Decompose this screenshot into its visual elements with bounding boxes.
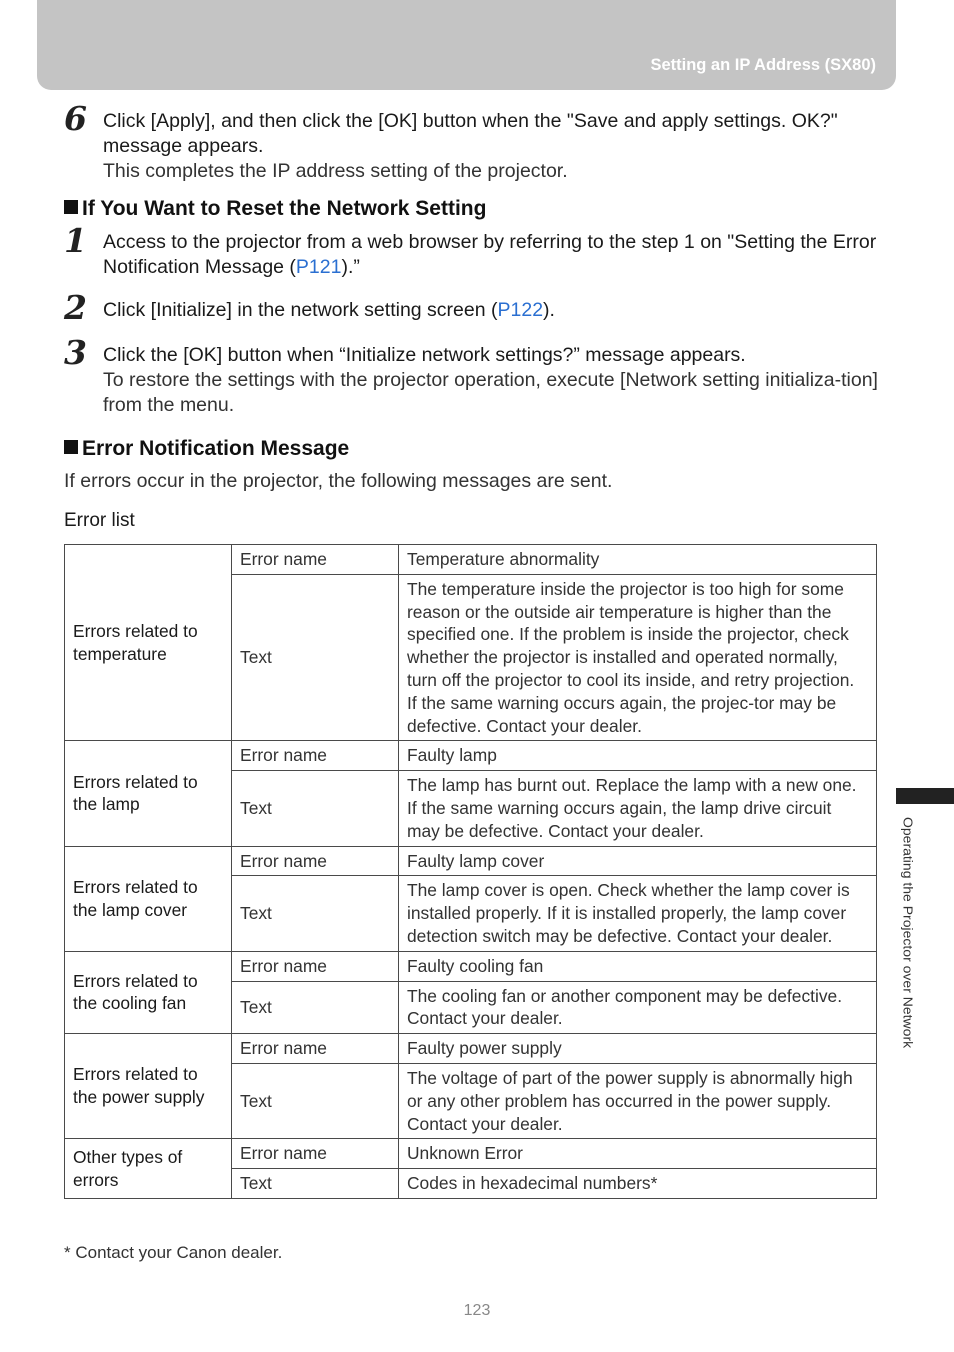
error-category: Other types of errors [65,1139,232,1199]
field-label: Error name [232,846,399,876]
page-link-p121[interactable]: P121 [295,256,342,278]
reset-step-3-text [103,343,883,418]
side-tab-marker [896,788,954,804]
error-list-table [64,544,877,1199]
table-row [65,1034,877,1064]
error-name: Faulty lamp cover [399,846,877,876]
table-row [65,1139,877,1169]
reset-step-2-text [103,298,883,323]
table-row [65,545,877,575]
reset-step-1-text [103,230,883,280]
step-number-2: 2 [64,288,87,327]
field-label: Text [232,771,399,846]
error-text: Codes in hexadecimal numbers* [399,1169,877,1199]
square-bullet-icon [64,440,78,454]
field-label: Error name [232,545,399,575]
step-number-1: 1 [64,221,87,260]
error-text: The voltage of part of the power supply is abnormally high or any other problem has occurred in the power supply. Contact your dealer. [399,1063,877,1138]
error-name: Faulty power supply [399,1034,877,1064]
step-6-text [103,109,883,184]
error-list-label: Error list [64,510,135,531]
error-name: Faulty cooling fan [399,951,877,981]
field-label: Text [232,574,399,741]
error-section-heading [64,437,349,461]
square-bullet-icon [64,200,78,214]
reset-section-title: If You Want to Reset the Network Setting [82,197,487,220]
error-text: The lamp has burnt out. Replace the lamp with a new one. If the same warning occurs again, the lamp drive circuit may be defective. Contact your dealer. [399,771,877,846]
field-label: Text [232,1063,399,1138]
error-text: The cooling fan or another component may be defective. Contact your dealer. [399,981,877,1034]
table-row [65,951,877,981]
header-title: Setting an IP Address (SX80) [650,56,876,74]
reset-step-3-note: To restore the settings with the projector operation, execute [Network setting initializa-tion] from the menu. [103,369,878,416]
error-category: Errors related to the lamp cover [65,846,232,951]
field-label: Text [232,981,399,1034]
field-label: Error name [232,1139,399,1169]
step-number-6: 6 [64,99,87,138]
footnote: * Contact your Canon dealer. [64,1243,283,1262]
reset-section-heading [64,197,486,221]
error-category: Errors related to the power supply [65,1034,232,1139]
reset-step-3-instruction: Click the [OK] button when “Initialize network settings?” message appears. [103,344,746,366]
error-category: Errors related to the cooling fan [65,951,232,1033]
step-6-instruction: Click [Apply], and then click the [OK] button when the "Save and apply settings. OK?" message appears. [103,110,838,157]
field-label: Text [232,876,399,951]
step-6-note: This completes the IP address setting of the projector. [103,160,568,182]
reset-step-1-after: ).” [341,256,360,278]
reset-step-2-after: ). [543,299,555,321]
step-number-3: 3 [64,333,87,372]
page-link-p122[interactable]: P122 [497,299,544,321]
field-label: Error name [232,951,399,981]
error-text: The temperature inside the projector is too high for some reason or the outside air temperature is higher than the specified one. If the problem is inside the projector, check whether the projector is installed and operated normally, turn off the projector to cool its inside, and retry projection. If the same warning occurs again, the projec-tor may be defective. Contact your dealer. [399,574,877,741]
error-name: Temperature abnormality [399,545,877,575]
error-intro: If errors occur in the projector, the following messages are sent. [64,470,613,492]
table-row [65,741,877,771]
error-section-title: Error Notification Message [82,437,350,460]
field-label: Text [232,1169,399,1199]
page-number: 123 [463,1302,491,1319]
header-bar [37,0,896,90]
error-name: Unknown Error [399,1139,877,1169]
error-text: The lamp cover is open. Check whether the lamp cover is installed properly. If it is installed properly, the lamp cover detection switch may be defective. Contact your dealer. [399,876,877,951]
error-category: Errors related to the lamp [65,741,232,846]
field-label: Error name [232,1034,399,1064]
field-label: Error name [232,741,399,771]
error-name: Faulty lamp [399,741,877,771]
reset-step-2-before: Click [Initialize] in the network setting screen ( [103,299,498,321]
table-row [65,846,877,876]
side-chapter-label: Operating the Projector over Network [900,817,916,1049]
reset-step-1-before: Access to the projector from a web browser by referring to the step 1 on "Setting the Error Notification Message ( [103,231,877,278]
error-category: Errors related to temperature [65,545,232,741]
